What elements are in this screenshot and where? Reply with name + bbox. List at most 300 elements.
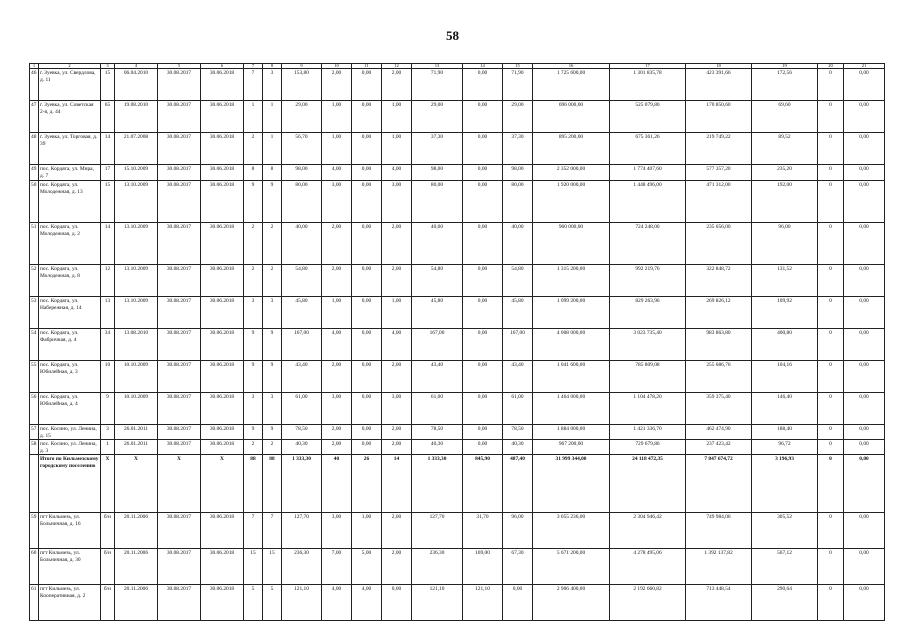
table-cell-c4: 06.04.2010 — [115, 69, 158, 101]
table-cell-c15: 40,00 — [503, 223, 533, 265]
column-number-cell: 4 — [115, 64, 158, 69]
table-row — [30, 69, 885, 101]
table-cell-c8: 2 — [263, 265, 282, 297]
table-cell-c10: 7,00 — [322, 549, 352, 585]
table-cell-c6: 30.06.2018 — [201, 181, 244, 223]
table-cell-c11: 0,00 — [352, 297, 382, 329]
table-cell-c21: 0,00 — [844, 455, 885, 513]
table-cell-c10: 2,00 — [322, 425, 352, 440]
table-cell-c15: 0,00 — [503, 585, 533, 621]
table-cell-c19: 3 196,93 — [752, 455, 818, 513]
table-cell-c3: 17 — [101, 165, 115, 181]
table-cell-c14: 31,70 — [463, 513, 503, 549]
table-cell-c21: 0,00 — [844, 165, 885, 181]
table-cell-c14: 0,00 — [463, 440, 503, 455]
table-cell-c16: 895 200,00 — [533, 133, 610, 165]
table-cell-c6: 30.06.2018 — [201, 133, 244, 165]
table-cell-c4: X — [115, 455, 158, 513]
column-number-cell: 15 — [503, 64, 533, 69]
table-cell-c7: 2 — [244, 440, 263, 455]
table-cell-c5: 30.08.2017 — [158, 513, 201, 549]
table-cell-c18: 269 826,12 — [686, 297, 752, 329]
table-row — [30, 181, 885, 223]
table-cell-c12: 1,00 — [382, 297, 412, 329]
table-cell-c10: 4,00 — [322, 165, 352, 181]
table-cell-c10: 40 — [322, 455, 352, 513]
table-cell-c3: 14 — [101, 223, 115, 265]
table-cell-c19: 89,52 — [752, 133, 818, 165]
table-cell-c11: 26 — [352, 455, 382, 513]
table-cell-c15: 40,30 — [503, 440, 533, 455]
table-cell-c16: 960 000,00 — [533, 223, 610, 265]
table-cell-c21: 0,00 — [844, 440, 885, 455]
table-cell-c18: 170 850,60 — [686, 101, 752, 133]
table-cell-c3: 12 — [101, 265, 115, 297]
table-cell-c11: 1,00 — [352, 513, 382, 549]
column-number-cell: 8 — [263, 64, 282, 69]
table-cell-c8: 5 — [263, 585, 282, 621]
table-cell-c5: 30.08.2017 — [158, 165, 201, 181]
table-cell-c15: 29,00 — [503, 101, 533, 133]
table-cell-c7: 9 — [244, 361, 263, 393]
table-cell-c18: 749 984,06 — [686, 513, 752, 549]
column-number-cell: 3 — [101, 64, 115, 69]
table-cell-c14: 0,00 — [463, 297, 503, 329]
table-cell-c16: 1 315 200,00 — [533, 265, 610, 297]
table-cell-c15: 43,40 — [503, 361, 533, 393]
table-cell-c12: 4,00 — [382, 329, 412, 361]
table-cell-c9: 40,30 — [282, 440, 322, 455]
table-cell-addr: г. Зуевка, ул. Торговая, д. 39 — [39, 133, 101, 165]
table-cell-c8: 2 — [263, 223, 282, 265]
table-cell-c9: 236,30 — [282, 549, 322, 585]
table-cell-c17: 1 448 496,00 — [610, 181, 686, 223]
table-cell-c15: 54,80 — [503, 265, 533, 297]
table-cell-c19: 109,92 — [752, 297, 818, 329]
table-cell-c5: 30.08.2017 — [158, 585, 201, 621]
table-cell-c5: 30.08.2017 — [158, 361, 201, 393]
table-cell-c3: 9 — [101, 393, 115, 425]
table-cell-c12: 2,00 — [382, 69, 412, 101]
table-cell-c12: 1,00 — [382, 101, 412, 133]
table-cell-c13: 71,90 — [412, 69, 463, 101]
table-cell-c20: 0 — [818, 181, 844, 223]
table-cell-c19: 104,16 — [752, 361, 818, 393]
table-cell-c14: 0,00 — [463, 165, 503, 181]
table-cell-c21: 0,00 — [844, 585, 885, 621]
table-cell-c4: 20.11.2006 — [115, 585, 158, 621]
table-cell-c8: 3 — [263, 297, 282, 329]
table-cell-c18: 235 656,00 — [686, 223, 752, 265]
table-cell-addr: пос. Кордяга, ул. Набережная, д. 14 — [39, 297, 101, 329]
table-cell-c10: 2,00 — [322, 265, 352, 297]
table-cell-c18: 577 357,20 — [686, 165, 752, 181]
table-cell-c8: 3 — [263, 393, 282, 425]
table-cell-c17: 1 104 478,20 — [610, 393, 686, 425]
column-number-cell: 6 — [201, 64, 244, 69]
table-cell-c8: 1 — [263, 133, 282, 165]
table-cell-c17: 2 192 660,82 — [610, 585, 686, 621]
table-cell-addr: пгт Кильмезь, ул. Больничная, д. 16 — [39, 513, 101, 549]
table-cell-c6: 30.06.2018 — [201, 101, 244, 133]
table-cell-c18: 1 392 137,82 — [686, 549, 752, 585]
table-cell-c12: 2,00 — [382, 513, 412, 549]
table-cell-c4: 13.10.2009 — [115, 265, 158, 297]
table-cell-c9: 61,00 — [282, 393, 322, 425]
table-cell-c20: 0 — [818, 585, 844, 621]
table-cell-c10: 4,00 — [322, 329, 352, 361]
table-cell-c19: 188,40 — [752, 425, 818, 440]
table-cell-c10: 1,00 — [322, 297, 352, 329]
table-cell-c8: 9 — [263, 329, 282, 361]
table-cell-c5: 30.08.2017 — [158, 133, 201, 165]
table-cell-c10: 3,00 — [322, 513, 352, 549]
table-cell-c6: X — [201, 455, 244, 513]
table-cell-c3: 1 — [101, 440, 115, 455]
table-cell-c7: 9 — [244, 425, 263, 440]
table-cell-c4: 15.10.2009 — [115, 165, 158, 181]
table-cell-c6: 30.06.2018 — [201, 265, 244, 297]
table-cell-c7: 2 — [244, 223, 263, 265]
total-row — [30, 455, 885, 513]
table-cell-c10: 1,00 — [322, 101, 352, 133]
table-row — [30, 425, 885, 440]
table-cell-c16: 2 906 400,00 — [533, 585, 610, 621]
table-cell-c5: 30.08.2017 — [158, 265, 201, 297]
table-cell-c19: 96,00 — [752, 223, 818, 265]
table-cell-c6: 30.06.2018 — [201, 440, 244, 455]
table-cell-c20: 0 — [818, 513, 844, 549]
table-cell-c17: 3 023 735,40 — [610, 329, 686, 361]
table-cell-c3: 15 — [101, 69, 115, 101]
column-number-cell: 14 — [463, 64, 503, 69]
table-cell-c15: 61,00 — [503, 393, 533, 425]
table-cell-c18: 237 423,42 — [686, 440, 752, 455]
table-cell-addr: пос. Кордяга, ул. Фабричная, д. 4 — [39, 329, 101, 361]
table-cell-c14: 0,00 — [463, 329, 503, 361]
table-cell-c16: 1 725 600,00 — [533, 69, 610, 101]
table-cell-c9: 1 333,30 — [282, 455, 322, 513]
table-cell-c19: 400,80 — [752, 329, 818, 361]
table-cell-c4: 10.10.2009 — [115, 361, 158, 393]
table-cell-n: 56 — [30, 393, 39, 425]
table-cell-c19: 235,20 — [752, 165, 818, 181]
table-cell-c10: 3,00 — [322, 181, 352, 223]
table-cell-c15: 71,90 — [503, 69, 533, 101]
column-number-cell: 17 — [610, 64, 686, 69]
table-cell-c19: 131,52 — [752, 265, 818, 297]
table-cell-c16: 1 884 000,00 — [533, 425, 610, 440]
table-cell-c13: 1 333,30 — [412, 455, 463, 513]
table-cell-c7: 15 — [244, 549, 263, 585]
table-cell-n: 61 — [30, 585, 39, 621]
table-cell-c9: 56,70 — [282, 133, 322, 165]
table-cell-c7: 7 — [244, 69, 263, 101]
table-cell-c13: 45,80 — [412, 297, 463, 329]
table-cell-c14: 0,00 — [463, 69, 503, 101]
table-cell-n — [30, 455, 39, 513]
table-cell-c14: 845,90 — [463, 455, 503, 513]
table-cell-c12: 2,00 — [382, 223, 412, 265]
table-cell-addr: пос. Косино, ул. Ленина, д. 15 — [39, 425, 101, 440]
table-cell-c13: 121,10 — [412, 585, 463, 621]
table-cell-c8: 15 — [263, 549, 282, 585]
table-cell-c4: 10.10.2009 — [115, 393, 158, 425]
table-cell-c18: 471 312,00 — [686, 181, 752, 223]
table-cell-c20: 0 — [818, 549, 844, 585]
table-cell-c5: 30.08.2017 — [158, 101, 201, 133]
table-row — [30, 440, 885, 455]
table-cell-c21: 0,00 — [844, 265, 885, 297]
table-cell-c6: 30.06.2018 — [201, 165, 244, 181]
table-cell-c3: 65 — [101, 101, 115, 133]
column-number-cell: 19 — [752, 64, 818, 69]
table-cell-c3: б/н — [101, 549, 115, 585]
table-cell-c16: 2 352 000,00 — [533, 165, 610, 181]
table-cell-c18: 423 391,66 — [686, 69, 752, 101]
column-number-cell: 20 — [818, 64, 844, 69]
table-cell-c16: 4 008 000,00 — [533, 329, 610, 361]
table-cell-c19: 305,52 — [752, 513, 818, 549]
table-cell-n: 50 — [30, 181, 39, 223]
table-cell-c11: 0,00 — [352, 329, 382, 361]
table-cell-c12: 4,00 — [382, 165, 412, 181]
table-cell-c9: 45,80 — [282, 297, 322, 329]
table-cell-c16: 31 999 344,00 — [533, 455, 610, 513]
table-cell-c9: 121,10 — [282, 585, 322, 621]
table-cell-n: 59 — [30, 513, 39, 549]
table-cell-c13: 236,30 — [412, 549, 463, 585]
table-cell-c12: 1,00 — [382, 133, 412, 165]
table-cell-c9: 54,80 — [282, 265, 322, 297]
table-cell-c9: 78,50 — [282, 425, 322, 440]
table-cell-c9: 127,70 — [282, 513, 322, 549]
table-cell-c19: 96,72 — [752, 440, 818, 455]
table-cell-n: 47 — [30, 101, 39, 133]
table-cell-c9: 98,00 — [282, 165, 322, 181]
table-cell-c11: 0,00 — [352, 361, 382, 393]
table-cell-c15: 487,40 — [503, 455, 533, 513]
table-cell-c10: 4,00 — [322, 585, 352, 621]
table-cell-c16: 3 055 236,00 — [533, 513, 610, 549]
table-cell-c7: 1 — [244, 101, 263, 133]
table-cell-c6: 30.06.2018 — [201, 585, 244, 621]
table-cell-c8: 7 — [263, 513, 282, 549]
column-number-cell: 7 — [244, 64, 263, 69]
table-cell-c14: 0,00 — [463, 223, 503, 265]
table-cell-c11: 0,00 — [352, 393, 382, 425]
table-cell-c8: 3 — [263, 69, 282, 101]
table-cell-n: 52 — [30, 265, 39, 297]
table-cell-c6: 30.06.2018 — [201, 223, 244, 265]
table-cell-c21: 0,00 — [844, 393, 885, 425]
table-cell-c12: 2,00 — [382, 425, 412, 440]
table-cell-c4: 13.10.2009 — [115, 297, 158, 329]
table-cell-c17: 525 079,80 — [610, 101, 686, 133]
table-cell-c11: 4,00 — [352, 585, 382, 621]
table-cell-c12: 2,00 — [382, 265, 412, 297]
table-cell-c19: 172,56 — [752, 69, 818, 101]
table-cell-c21: 0,00 — [844, 69, 885, 101]
table-cell-c9: 43,40 — [282, 361, 322, 393]
table-cell-c12: 2,00 — [382, 440, 412, 455]
table-cell-addr: пос. Кордяга, ул. Юбилейная, д. 4 — [39, 393, 101, 425]
table-cell-c16: 1 099 200,00 — [533, 297, 610, 329]
table-cell-c14: 0,00 — [463, 393, 503, 425]
table-cell-c10: 3,00 — [322, 393, 352, 425]
table-cell-c5: 30.08.2017 — [158, 223, 201, 265]
table-row — [30, 297, 885, 329]
table-cell-c20: 0 — [818, 455, 844, 513]
table-cell-n: 60 — [30, 549, 39, 585]
table-cell-c15: 98,00 — [503, 165, 533, 181]
table-cell-c8: 9 — [263, 181, 282, 223]
table-row — [30, 393, 885, 425]
table-cell-c21: 0,00 — [844, 361, 885, 393]
table-cell-c7: 9 — [244, 329, 263, 361]
table-cell-c17: 675 361,26 — [610, 133, 686, 165]
table-cell-c3: 3 — [101, 425, 115, 440]
table-cell-n: 49 — [30, 165, 39, 181]
table-cell-c3: б/н — [101, 585, 115, 621]
table-cell-c11: 5,00 — [352, 549, 382, 585]
table-cell-n: 53 — [30, 297, 39, 329]
table-cell-c21: 0,00 — [844, 549, 885, 585]
table-cell-addr: пос. Кордяга, ул. Юбилейная, д. 3 — [39, 361, 101, 393]
table-row — [30, 549, 885, 585]
table-cell-c20: 0 — [818, 440, 844, 455]
table-cell-addr: г. Зуевка, ул. Советская 2-я, д. 44 — [39, 101, 101, 133]
table-cell-c18: 255 686,76 — [686, 361, 752, 393]
table-cell-c18: 219 749,22 — [686, 133, 752, 165]
table-cell-c11: 0,00 — [352, 181, 382, 223]
table-cell-c20: 0 — [818, 297, 844, 329]
column-number-cell: 12 — [382, 64, 412, 69]
table-cell-c18: 713 448,54 — [686, 585, 752, 621]
table-cell-c13: 40,30 — [412, 440, 463, 455]
table-cell-c14: 169,00 — [463, 549, 503, 585]
table-cell-c7: 2 — [244, 265, 263, 297]
page-number: 58 — [446, 28, 459, 43]
table-cell-c12: 2,00 — [382, 549, 412, 585]
table-cell-c3: 14 — [101, 133, 115, 165]
table-cell-c7: 88 — [244, 455, 263, 513]
column-number-cell: 9 — [282, 64, 322, 69]
table-cell-n: 48 — [30, 133, 39, 165]
table-cell-c7: 2 — [244, 133, 263, 165]
table-cell-c6: 30.06.2018 — [201, 297, 244, 329]
table-cell-c14: 0,00 — [463, 265, 503, 297]
table-cell-c16: 1 464 000,00 — [533, 393, 610, 425]
table-cell-c19: 69,60 — [752, 101, 818, 133]
table-cell-c5: 30.08.2017 — [158, 549, 201, 585]
table-cell-c16: 1 041 600,00 — [533, 361, 610, 393]
table-cell-c10: 2,00 — [322, 361, 352, 393]
column-number-cell: 11 — [352, 64, 382, 69]
table-cell-c13: 78,50 — [412, 425, 463, 440]
table-cell-c13: 43,40 — [412, 361, 463, 393]
table-cell-c13: 167,00 — [412, 329, 463, 361]
table-cell-c14: 0,00 — [463, 361, 503, 393]
table-row — [30, 329, 885, 361]
table-cell-n: 57 — [30, 425, 39, 440]
table-cell-c8: 88 — [263, 455, 282, 513]
table-cell-c11: 0,00 — [352, 133, 382, 165]
column-number-cell: 5 — [158, 64, 201, 69]
table-cell-c7: 8 — [244, 165, 263, 181]
column-number-cell: 18 — [686, 64, 752, 69]
table-cell-c13: 127,70 — [412, 513, 463, 549]
table-cell-c13: 98,00 — [412, 165, 463, 181]
table-cell-c4: 21.07.2008 — [115, 133, 158, 165]
table-cell-c8: 2 — [263, 440, 282, 455]
table-cell-c11: 0,00 — [352, 265, 382, 297]
table-cell-c15: 78,50 — [503, 425, 533, 440]
column-number-cell: 1 — [30, 64, 39, 69]
table-cell-c16: 696 000,00 — [533, 101, 610, 133]
table-cell-n: 55 — [30, 361, 39, 393]
table-cell-c15: 80,00 — [503, 181, 533, 223]
table-cell-c14: 0,00 — [463, 133, 503, 165]
table-row — [30, 223, 885, 265]
table-cell-c20: 0 — [818, 265, 844, 297]
table-cell-c20: 0 — [818, 165, 844, 181]
column-number-cell: 13 — [412, 64, 463, 69]
table-cell-c12: 2,00 — [382, 361, 412, 393]
table-cell-c4: 26.01.2011 — [115, 440, 158, 455]
table-cell-c17: 2 304 946,42 — [610, 513, 686, 549]
table-cell-c19: 192,00 — [752, 181, 818, 223]
table-cell-c13: 29,00 — [412, 101, 463, 133]
table-cell-c17: 829 263,96 — [610, 297, 686, 329]
table-cell-c13: 61,00 — [412, 393, 463, 425]
table-cell-c6: 30.06.2018 — [201, 69, 244, 101]
table-cell-c6: 30.06.2018 — [201, 549, 244, 585]
table-cell-c10: 1,00 — [322, 133, 352, 165]
table-cell-c11: 0,00 — [352, 165, 382, 181]
table-cell-c7: 7 — [244, 513, 263, 549]
table-cell-c10: 2,00 — [322, 223, 352, 265]
table-cell-c21: 0,00 — [844, 425, 885, 440]
table-cell-c17: 785 809,08 — [610, 361, 686, 393]
column-number-cell: 10 — [322, 64, 352, 69]
housing-register-table — [29, 63, 885, 621]
table-cell-c8: 9 — [263, 361, 282, 393]
table-cell-c11: 0,00 — [352, 101, 382, 133]
table-cell-c12: 3,00 — [382, 393, 412, 425]
table-cell-c19: 567,12 — [752, 549, 818, 585]
table-cell-c21: 0,00 — [844, 101, 885, 133]
table-cell-c11: 0,00 — [352, 440, 382, 455]
table-cell-c6: 30.06.2018 — [201, 329, 244, 361]
column-number-cell: 16 — [533, 64, 610, 69]
table-cell-c5: 30.08.2017 — [158, 425, 201, 440]
table-cell-c14: 0,00 — [463, 181, 503, 223]
table-cell-c5: 30.08.2017 — [158, 69, 201, 101]
table-cell-c13: 54,80 — [412, 265, 463, 297]
table-cell-c20: 0 — [818, 133, 844, 165]
table-cell-c19: 146,40 — [752, 393, 818, 425]
table-cell-c20: 0 — [818, 329, 844, 361]
table-cell-c17: 992 219,76 — [610, 265, 686, 297]
table-cell-c5: 30.08.2017 — [158, 329, 201, 361]
table-cell-c8: 1 — [263, 101, 282, 133]
table-cell-c21: 0,00 — [844, 133, 885, 165]
table-cell-c14: 0,00 — [463, 425, 503, 440]
table-cell-c18: 7 847 674,72 — [686, 455, 752, 513]
table-row — [30, 165, 885, 181]
table-cell-c15: 67,30 — [503, 549, 533, 585]
